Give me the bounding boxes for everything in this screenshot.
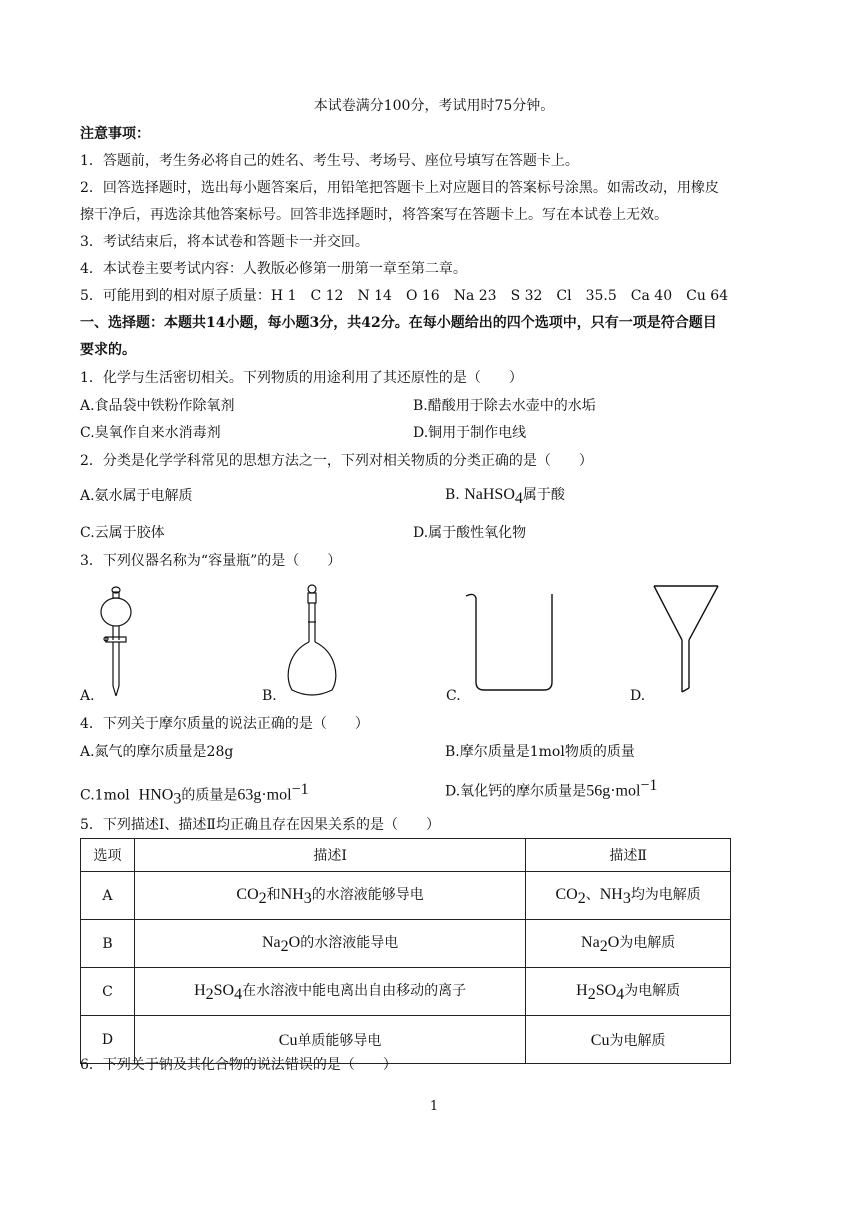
notice-2: 2．回答选择题时，选出每小题答案后，用铅笔把答题卡上对应题目的答案标号涂黑。如需改动，用橡皮 <box>80 180 719 196</box>
q5-stem: 5．下列描述Ⅰ、描述Ⅱ均正确且存在因果关系的是（ ） <box>80 817 440 833</box>
notice-1: 1．答题前，考生务必将自己的姓名、考生号、考场号、座位号填写在答题卡上。 <box>80 153 579 169</box>
page-number: 1 <box>429 1099 439 1114</box>
q3-stem: 3．下列仪器名称为“容量瓶”的是（ ） <box>80 553 342 569</box>
section-title-cont: 要求的。 <box>80 342 136 358</box>
notice-2-cont: 擦干净后，再选涂其他答案标号。回答非选择题时，将答案写在答题卡上。写在本试卷上无效。 <box>80 207 668 223</box>
q3-option-c: C. <box>446 688 461 704</box>
table-row <box>81 968 731 1016</box>
table-header: 描述Ⅱ <box>526 839 731 872</box>
q5-table <box>80 838 731 1064</box>
q2-option-c: C.云属于胶体 <box>80 525 165 541</box>
q2-option-d: D.属于酸性氧化物 <box>413 525 527 541</box>
notice-3: 3．考试结束后，将本试卷和答题卡一并交回。 <box>80 234 369 250</box>
table-cell: $Na_2O$的水溶液能导电 <box>134 920 525 968</box>
q4-option-d: D.氧化钙的摩尔质量是56g·mol$^{-1}$ <box>445 777 658 800</box>
table-cell: A <box>81 872 135 920</box>
q1-stem: 1．化学与生活密切相关。下列物质的用途利用了其还原性的是（ ） <box>80 370 523 386</box>
q1-option-a: A.食品袋中铁粉作除氧剂 <box>80 398 235 414</box>
q6-stem: 6．下列关于钠及其化合物的说法错误的是（ ） <box>80 1057 397 1073</box>
table-cell: Cu单质能够导电 <box>134 1016 525 1064</box>
table-cell: $CO_2$和$NH_3$的水溶液能够导电 <box>134 872 525 920</box>
q3-option-d: D. <box>630 688 646 704</box>
q2-stem: 2．分类是化学学科常见的思想方法之一，下列对相关物质的分类正确的是（ ） <box>80 453 593 469</box>
exam-header: 本试卷满分100分，考试用时75分钟。 <box>313 98 555 114</box>
table-cell: Cu为电解质 <box>526 1016 731 1064</box>
q3-option-a: A. <box>80 688 95 704</box>
q2-option-b: B. NaHSO$_4$属于酸 <box>445 486 565 507</box>
q4-option-c: C.1mol $HNO_3$的质量是63g·mol$^{-1}$ <box>80 781 309 808</box>
table-cell: $Na_2O$为电解质 <box>526 920 731 968</box>
q2-option-a: A.氨水属于电解质 <box>80 488 193 504</box>
table-row <box>81 920 731 968</box>
table-cell: $H_2SO_4$在水溶液中能电离出自由移动的离子 <box>134 968 525 1016</box>
table-row <box>81 872 731 920</box>
q3-option-b: B. <box>262 688 277 704</box>
notice-5: 5．可能用到的相对原子质量：H 1 C 12 N 14 O 16 Na 23 S 32 Cl 35.5 Ca 40 Cu 64 <box>80 288 729 304</box>
q4-stem: 4．下列关于摩尔质量的说法正确的是（ ） <box>80 716 369 732</box>
funnel-figure <box>648 582 724 698</box>
separatory-funnel-figure <box>96 582 136 702</box>
notice-4: 4．本试卷主要考试内容：人教版必修第一册第一章至第二章。 <box>80 261 467 277</box>
q4-option-b: B.摩尔质量是1mol物质的质量 <box>445 744 635 760</box>
table-cell: B <box>81 920 135 968</box>
q1-option-d: D.铜用于制作电线 <box>413 425 527 441</box>
table-cell: D <box>81 1016 135 1064</box>
q4-option-a: A.氮气的摩尔质量是28g <box>80 744 234 760</box>
section-title: 一、选择题：本题共14小题，每小题3分，共42分。在每小题给出的四个选项中，只有一项是符合题目 <box>80 315 717 331</box>
table-cell: $CO_2$、$NH_3$均为电解质 <box>526 872 731 920</box>
table-header: 选项 <box>81 839 135 872</box>
table-header-row <box>81 839 731 872</box>
volumetric-flask-figure <box>282 582 342 700</box>
table-header: 描述Ⅰ <box>134 839 525 872</box>
table-cell: $H_2SO_4$为电解质 <box>526 968 731 1016</box>
beaker-figure <box>462 590 562 696</box>
q1-option-b: B.醋酸用于除去水壶中的水垢 <box>413 398 596 414</box>
q1-option-c: C.臭氧作自来水消毒剂 <box>80 425 221 441</box>
notice-title: 注意事项： <box>80 126 150 142</box>
table-cell: C <box>81 968 135 1016</box>
